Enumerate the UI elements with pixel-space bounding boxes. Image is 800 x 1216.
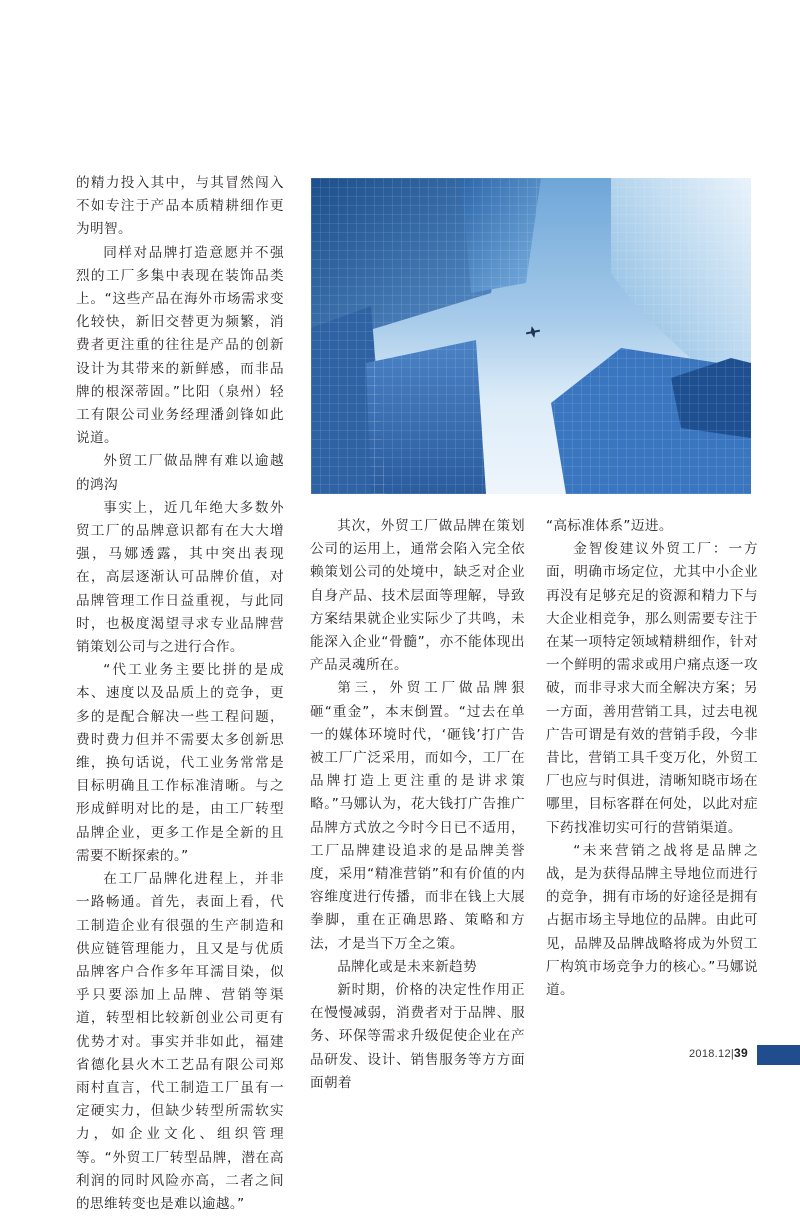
section-subheading: 外贸工厂做品牌有难以逾越的鸿沟 (76, 453, 284, 493)
paragraph: “未来营销之战将是品牌之战，是为获得品牌主导地位而进行的竞争，拥有市场的好途径是拥有占据市场主导地位的品牌。由此可见，品牌及品牌战略将成为外贸工厂构筑市场竞争力的核心。”马娜说道。 (546, 842, 758, 999)
paragraph: 同样对品牌打造意愿并不强烈的工厂多集中表现在装饰品类上。“这些产品在海外市场需求变化较快，新旧交替更为频繁，消费者更注重的往往是产品的创新设计为其带来的新鲜感，而非品牌的根深蒂固。”比阳（泉州）轻工有限公司业务经理潘剑锋如此说道。 (76, 244, 284, 447)
paragraph: 的精力投入其中，与其冒然闯入不如专注于产品本质精耕细作更为明智。 (76, 175, 284, 238)
folio-color-bar (757, 1045, 800, 1065)
section-subheading: 品牌化或是未来新趋势 (337, 958, 478, 975)
article-column-middle (310, 515, 525, 1095)
issue-date: 2018.12 (689, 1048, 731, 1060)
article-column-left (76, 172, 284, 1216)
paragraph: “高标准体系”迈进。 (546, 518, 673, 534)
skyscrapers-photo (311, 178, 751, 494)
paragraph: 金智俊建议外贸工厂：一方面，明确市场定位，尤其中小企业再没有足够充足的资源和精力下与大企业相竞争，那么则需要专注于在某一项特定领域精耕细作，针对一个鲜明的需求或用户痛点逐一攻破，而非寻求大而全解决方案；另一方面，善用营销工具，过去电视广告可谓是有效的营销手段，今非昔比，营销工具千变万化，外贸工厂也应与时俱进，清晰知晓市场在哪里，目标客群在何处，以此对症下药找准切实可行的营销渠道。 (546, 541, 758, 836)
paragraph: 第三，外贸工厂做品牌狠砸“重金”，本末倒置。“过去在单一的媒体环境时代，‘砸钱’打广告被工厂广泛采用，而如今，工厂在品牌打造上更注重的是讲求策略。”马娜认为，花大钱打广告推广品牌方式放之今时今日已不适用，工厂品牌建设追求的是品牌美誉度，采用“精准营销”和有价值的内容维度进行传播，而非在钱上大展拳脚，重在正确思路、策略和方法，才是当下万全之策。 (310, 680, 525, 952)
article-column-right (546, 515, 758, 1002)
folio-separator: | (730, 1048, 735, 1060)
paragraph: 新时期，价格的决定性作用正在慢慢减弱，消费者对于品牌、服务、环保等需求升级促使企业在产品研发、设计、销售服务等方方面面朝着 (310, 982, 525, 1091)
paragraph: 在工厂品牌化进程上，并非一路畅通。首先，表面上看，代工制造企业有很强的生产制造和供应链管理能力，且又是与优质品牌客户合作多年耳濡目染，似乎只要添加上品牌、营销等渠道，转型相比较新创业公司更有优势才对。事实并非如此，福建省德化县火木工艺品有限公司郑雨村直言，代工制造工厂虽有一定硬实力，但缺少转型所需软实力，如企业文化、组织管理等。“外贸工厂转型品牌，潜在高利润的同时风险亦高，二者之间的思维转变也是难以逾越。” (76, 871, 284, 1212)
airplane-icon (525, 325, 541, 340)
paragraph: 事实上，近几年绝大多数外贸工厂的品牌意识都有在大大增强，马娜透露，其中突出表现在，高层逐渐认可品牌价值，对品牌管理工作日益重视，与此同时，也极度渴望寻求专业品牌营销策划公司与之进行合作。 (76, 499, 284, 656)
page-number: 39 (734, 1046, 748, 1060)
skyscrapers-illustration (311, 178, 751, 494)
paragraph: “代工业务主要比拼的是成本、速度以及品质上的竞争，更多的是配合解决一些工程问题，费时费力但并不需要太多创新思维，换句话说，代工业务常常是目标明确且工作标准清晰。与之形成鲜明对比的是，由工厂转型品牌企业，更多工作是全新的且需要不断探索的。” (76, 662, 284, 864)
page-folio (689, 1046, 748, 1060)
paragraph: 其次，外贸工厂做品牌在策划公司的运用上，通常会陷入完全依赖策划公司的处境中，缺乏对企业自身产品、技术层面等理解，导致方案结果就企业实际少了共鸣，未能深入企业“骨髓”，亦不能体现出产品灵魂所在。 (310, 518, 525, 674)
